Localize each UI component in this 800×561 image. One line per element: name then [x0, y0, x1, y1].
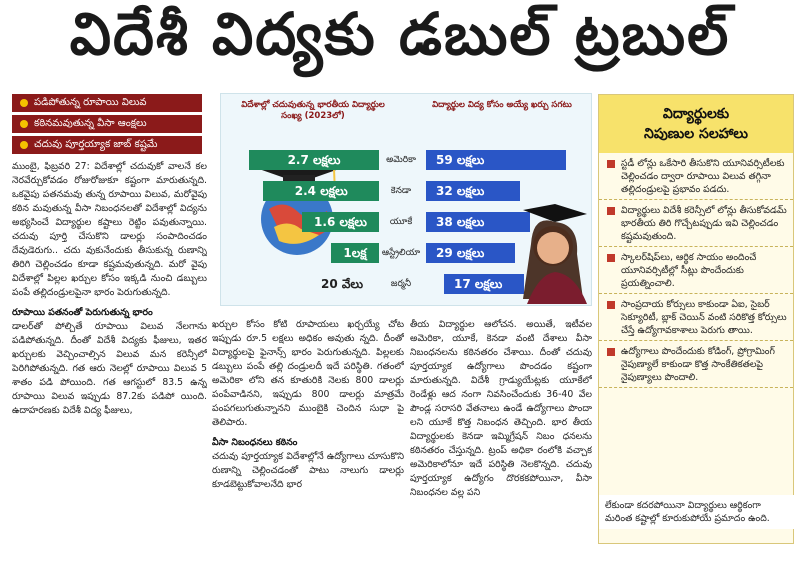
infographic-chart: [220, 93, 592, 306]
bullet-dot-icon: [20, 99, 28, 107]
bullet-item: [12, 136, 202, 154]
country-label: యూకే: [389, 217, 413, 227]
cost-bar: 59 లక్షలు: [426, 150, 566, 170]
article-column-2: [212, 318, 404, 556]
chart-right-header: విద్యార్థుల విద్య కోసం అయ్యే ఖర్చు సగటు: [432, 100, 572, 110]
tip-text: ఉద్యోగాలు పొందేందుకు కోడింగ్, ప్రోగ్రామింగ్ నైపుణ్యాలే కాకుండా కొత్త సాంకేతికతలపై నైపుణ్యాలు పొందాలి.: [621, 346, 775, 383]
bullet-dot-icon: [20, 141, 28, 149]
tips-title-line: నిపుణుల సలహాలు: [644, 126, 748, 142]
expert-tips-box: [598, 94, 794, 544]
bullet-text: చదువు పూర్తయ్యాక జాబ్ కష్టమే: [34, 139, 158, 150]
country-label: కెనడా: [390, 186, 412, 196]
article-column-1: [12, 160, 207, 555]
tip-text: విద్యార్థులు విదేశీ కరెన్సీలో లోన్లు తీసుకోవడమ్ భారతీయ తిరి గొచ్చేటప్పుడు ఇవి చెల్లించడం కష్టమవుతుంది.: [621, 205, 787, 242]
article-paragraph: చదువు పూర్తయ్యాక విదేశాల్లోనే ఉద్యోగాలు చూసుకొని రుణాన్ని చెల్లించడంతో పాటు నాలుగు డాలర్లు కూడబెట్టుకోవాలనేది భార: [212, 451, 404, 490]
students-bar: 1.6 లక్షలు: [302, 212, 379, 232]
tip-text: స్కాలర్‌షిప్‌లు, ఆర్థిక సాయం అందించే యూనివర్సిటీల్లో సీట్లు పొందేందుకు ప్రయత్నించాలి.: [621, 252, 757, 289]
students-bar: 2.4 లక్షలు: [263, 181, 379, 201]
chart-left-header: విదేశాల్లో చదువుతున్న భారతీయ విద్యార్థుల సంఖ్య (2023లో): [241, 100, 385, 121]
graduate-student-photo: [483, 204, 591, 304]
highlight-bullets: [12, 94, 202, 157]
tip-item: [599, 341, 793, 388]
sidebar-footer-text: లేకుండా కదరపోయినా విద్యార్థులు ఆర్థికంగా మరింత కష్టాల్లో కూరుకుపోయే ప్రమాదం ఉంది.: [599, 495, 795, 529]
students-value-label: 20 వేలు: [321, 277, 364, 291]
students-bar: 2.7 లక్షలు: [249, 150, 379, 170]
cost-bar: 32 లక్షలు: [426, 181, 520, 201]
tip-item: [599, 247, 793, 294]
square-bullet-icon: [607, 207, 615, 215]
square-bullet-icon: [607, 160, 615, 168]
country-label: జర్మనీ: [390, 279, 412, 289]
tip-text: స్టడీ లోన్లు ఒకేసారి తీసుకొని యూనివర్సిటీలకు చెల్లించడం ద్వారా రూపాయి విలువ తగ్గినా తల్లిదండ్రులపై ప్రభావం పడదు.: [621, 158, 785, 195]
tip-item: [599, 153, 793, 200]
square-bullet-icon: [607, 254, 615, 262]
bullet-item: [12, 115, 202, 133]
country-label: ఆస్ట్రేలియా: [381, 248, 421, 258]
square-bullet-icon: [607, 348, 615, 356]
bullet-item: [12, 94, 202, 112]
tip-item: [599, 200, 793, 247]
cost-bar: 38 లక్షలు: [426, 212, 530, 232]
tips-title-line: విద్యార్థులకు: [662, 106, 730, 122]
article-paragraph: ముంబై, ఫిబ్రవరి 27: విదేశాల్లో చదువుకో వాలనే కల నెరవేర్చుకోవడం రోజురోజుకూ కష్టంగా మారుతున్నది. ఒకవైపు పతనమవు తున్న రూపాయి విలువ, మరోవైపు కఠిన మవుతున్న వీసా నిబంధనలతో విదేశాల్లో విద్యను అభ్యసించే విద్యార్థుల కష్టాలు రెట్టిం పవుతున్నాయి. చదువు పూర్తి చేసుకొని డాలర్లు సంపాదించడం దేవుడెరుగు.. చదు వుకునేందుకు తీసుకున్న రుణాన్ని తిరిగి చెల్లించడం కూడా కష్టమవుతున్నది. మరో వైపు విదేశాల్లో పిల్లల ఖర్చుల కోసం ఇక్కడి నుంచి డబ్బులు పంపే తల్లిదండ్రులపైనా భారం పెరుగుతున్నది.: [12, 161, 207, 298]
bullet-dot-icon: [20, 120, 28, 128]
bullet-text: పడిపోతున్న రూపాయి విలువ: [34, 97, 147, 108]
subheading: రూపాయి పతనంతో పెరుగుతున్న భారం: [12, 307, 153, 318]
tip-item: [599, 294, 793, 341]
students-bar: 1లక్ష: [331, 243, 379, 263]
square-bullet-icon: [607, 301, 615, 309]
cost-bar: 29 లక్షలు: [426, 243, 515, 263]
tips-title: [599, 95, 793, 153]
bullet-text: కఠినమవుతున్న వీసా ఆంక్షలు: [34, 118, 147, 129]
headline: విదేశీ విద్యకు డబుల్ ట్రబుల్: [69, 0, 731, 68]
cost-bar: 17 లక్షలు: [444, 274, 524, 294]
article-column-3: [410, 318, 592, 556]
subheading: వీసా నిబంధనలు కఠినం: [212, 437, 298, 448]
article-paragraph: డాలర్‌తో పోల్చితే రూపాయి విలువ నేలగాను పడిపోతున్నది. దీంతో విదేశీ విద్యకు ఫీజులు, ఇతర ఖర్చులకు వెచ్చించాల్సిన విలువ మన కరెన్సీలో పెరిగిపోతున్నది. గత ఆరు నెలల్లో రూపాయి విలువ 5 శాతం పడి పోయింది. గత ఆగస్టులో 83.5 ఉన్న రూపాయి విలువ ఇప్పుడు 87.2కు పడిపో యింది. ఉదాహరణకు విదేశీ విద్య ఫీజులు,: [12, 321, 207, 416]
tip-text: సాంప్రదాయ కోర్సులు కాకుండా ఏఐ, సైబర్ సెక్యూరిటీ, బ్లాక్ చెయిన్ వంటి సరికొత్త కోర్సులు చేస్తే ఉద్యోగావకాశాలు పెరుగు తాయి.: [621, 299, 787, 336]
article-paragraph: ఖర్చుల కోసం కోటి రూపాయలు ఖర్చయ్యే చోట ఇప్పుడు రూ.5 లక్షలు అధికం అవుతు న్నది. దీంతో విద్యార్థులపై ఫైనాన్స్ భారం పెరుగుతున్నది. పిల్లలకు డబ్బులు పంపే తల్లి దండ్రులదీ ఇదే పరిస్థితి. గతంలో అమెరికా లోని తన కూతురికి నెలకు 800 డాలర్లు పంపేవాడినని, ఇప్పుడు 800 డాలర్లు మాత్రమే పంపగలుగుతున్నానని ముంబైకి చెందిన సుధా పై తెలిపారు.: [212, 319, 404, 428]
article-paragraph: తీయ విద్యార్థుల ఆలోచన. అయితే, ఇటీవల అమెరికా, యూకే, కెనడా వంటి దేశాలు వీసా నిబంధనలను కఠినతరం చేశాయి. దీంతో చదువు పూర్తయ్యాక ఉద్యోగాలు పొందడం కష్టంగా మారుతున్నది. విదేశీ గ్రాడ్యుయేట్లకు యూకేలో రెండేళ్లు ఆద నంగా నివసించేందుకు 36-40 వేల పౌండ్ల సరాసరి వేతనాలు ఉండే ఉద్యోగాలు పొందా లని యూకే కొత్త నిబంధన తెచ్చింది. భార తీయ విద్యార్థులకు కెనడా ఇమ్మిగ్రేషన్ నిబం ధనలను కఠినతరం చేస్తున్నది. ట్రంప్ అధికా రంలోకి వచ్చాక అమెరికాలోనూ ఇదే పరిస్థితి నెలకొన్నది. చదువు పూర్తయ్యాక ఉద్యోగం దొరకకపోయినా, వీసా నిబంధనల వల్ల పని: [410, 319, 592, 498]
country-label: అమెరికా: [386, 155, 416, 165]
